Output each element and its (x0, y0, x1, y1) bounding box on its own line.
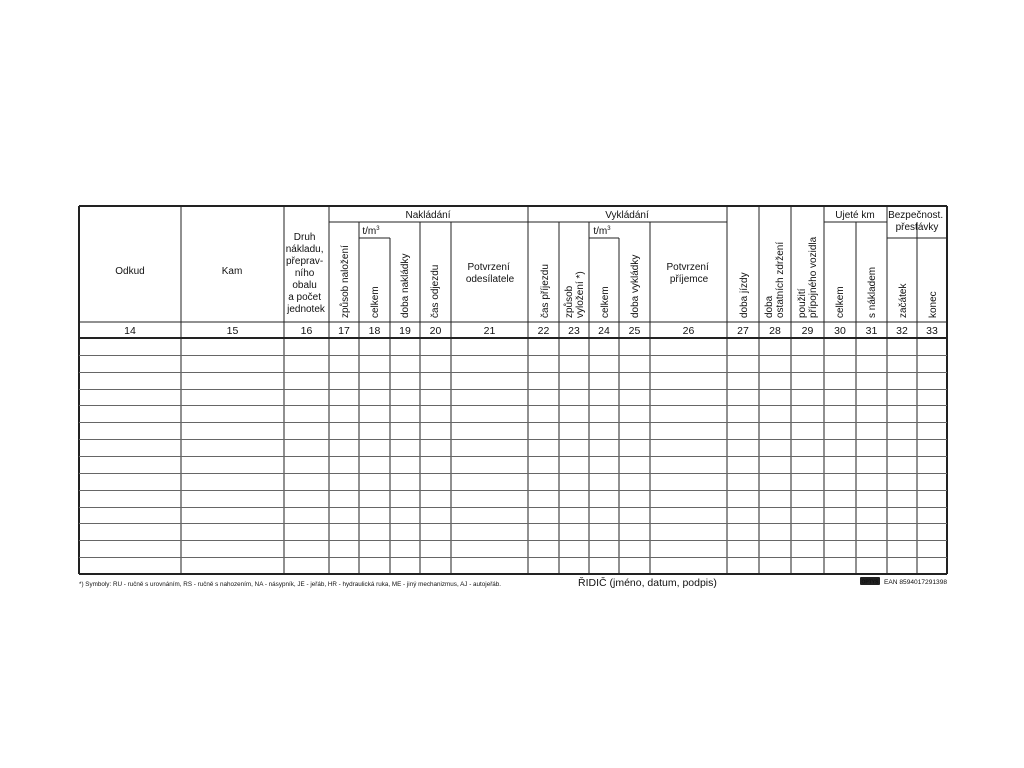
header-doba-jizdy: doba jízdy (739, 272, 750, 318)
column-number: 32 (896, 325, 908, 337)
header-celkem-vykl: celkem (600, 286, 611, 318)
column-number: 19 (399, 325, 411, 337)
column-number: 33 (926, 325, 938, 337)
column-number: 27 (737, 325, 749, 337)
header-cas-odjezdu: čas odjezdu (430, 264, 441, 318)
column-number: 14 (124, 325, 136, 337)
column-number: 18 (368, 325, 381, 337)
header-doba-zdrzeni: doba ostatních zdržení (764, 241, 786, 318)
column-number-row (124, 325, 938, 337)
column-number: 21 (483, 325, 496, 337)
driver-signature-label: ŘIDIČ (jméno, datum, podpis) (578, 577, 717, 589)
header-pouziti-vozidla: použití přípojného vozidla (797, 236, 819, 318)
header-s-nakladem: s nákladem (867, 266, 878, 318)
symbols-footnote: *) Symboly: RU - ručně s urovnáním, RS - ručně s nahozením, NA - násypník, JE - jeřáb, HR - hydraulická ruka, ME - jiný mechanizmus, AJ - autojeřáb. (79, 581, 502, 588)
header-druh: Druh nákladu, přeprav- ního obalu a počet jednotek (285, 232, 325, 315)
header-celkem-km: celkem (835, 286, 846, 318)
column-number: 23 (568, 325, 580, 337)
column-number: 31 (865, 325, 878, 337)
column-number: 30 (834, 325, 846, 337)
header-tm-vykladani: $t/m^3$ (593, 226, 611, 237)
optys-logo (860, 577, 880, 586)
column-number: 29 (801, 325, 814, 337)
column-number: 24 (598, 325, 610, 337)
header-zpusob-vylozeni: způsob vyložení *) (564, 271, 586, 318)
header-celkem-nakl: celkem (370, 286, 381, 318)
data-rows (79, 356, 947, 558)
header-cas-prijezdu: čas příjezdu (540, 264, 551, 318)
header-zacatek: začátek (898, 283, 909, 318)
header-ujete-km: Ujeté km (835, 210, 875, 221)
header-potvrzeni-prijemce: Potvrzení příjemce (666, 262, 709, 285)
header-odkud: Odkud (115, 266, 145, 277)
column-number: 28 (769, 325, 781, 337)
header-nakladani: Nakládání (405, 210, 451, 221)
header-konec: konec (928, 291, 939, 318)
column-number: 16 (300, 325, 313, 337)
column-number: 15 (226, 325, 239, 337)
header-doba-nakladky: doba nakládky (400, 253, 411, 318)
header-bezpecnost: Bezpečnost. přestávky (888, 210, 944, 233)
header-potvrzeni-odesilatele: Potvrzení odesílatele (465, 262, 515, 285)
ean-code: EAN 8594017291398 (884, 579, 948, 586)
header-zpusob-nalozeni: způsob naložení (340, 245, 351, 318)
header-vykladani: Vykládání (605, 210, 649, 221)
column-number: 22 (537, 325, 550, 337)
column-number: 20 (429, 325, 442, 337)
svg-text:OPTYS: OPTYS (861, 579, 879, 586)
column-number: 25 (628, 325, 641, 337)
column-number: 26 (682, 325, 695, 337)
column-number: 17 (338, 325, 350, 337)
header-kam: Kam (221, 266, 243, 277)
header-doba-vykladky: doba vykládky (630, 254, 641, 318)
header-tm-nakladani: $t/m^3$ (362, 226, 380, 237)
